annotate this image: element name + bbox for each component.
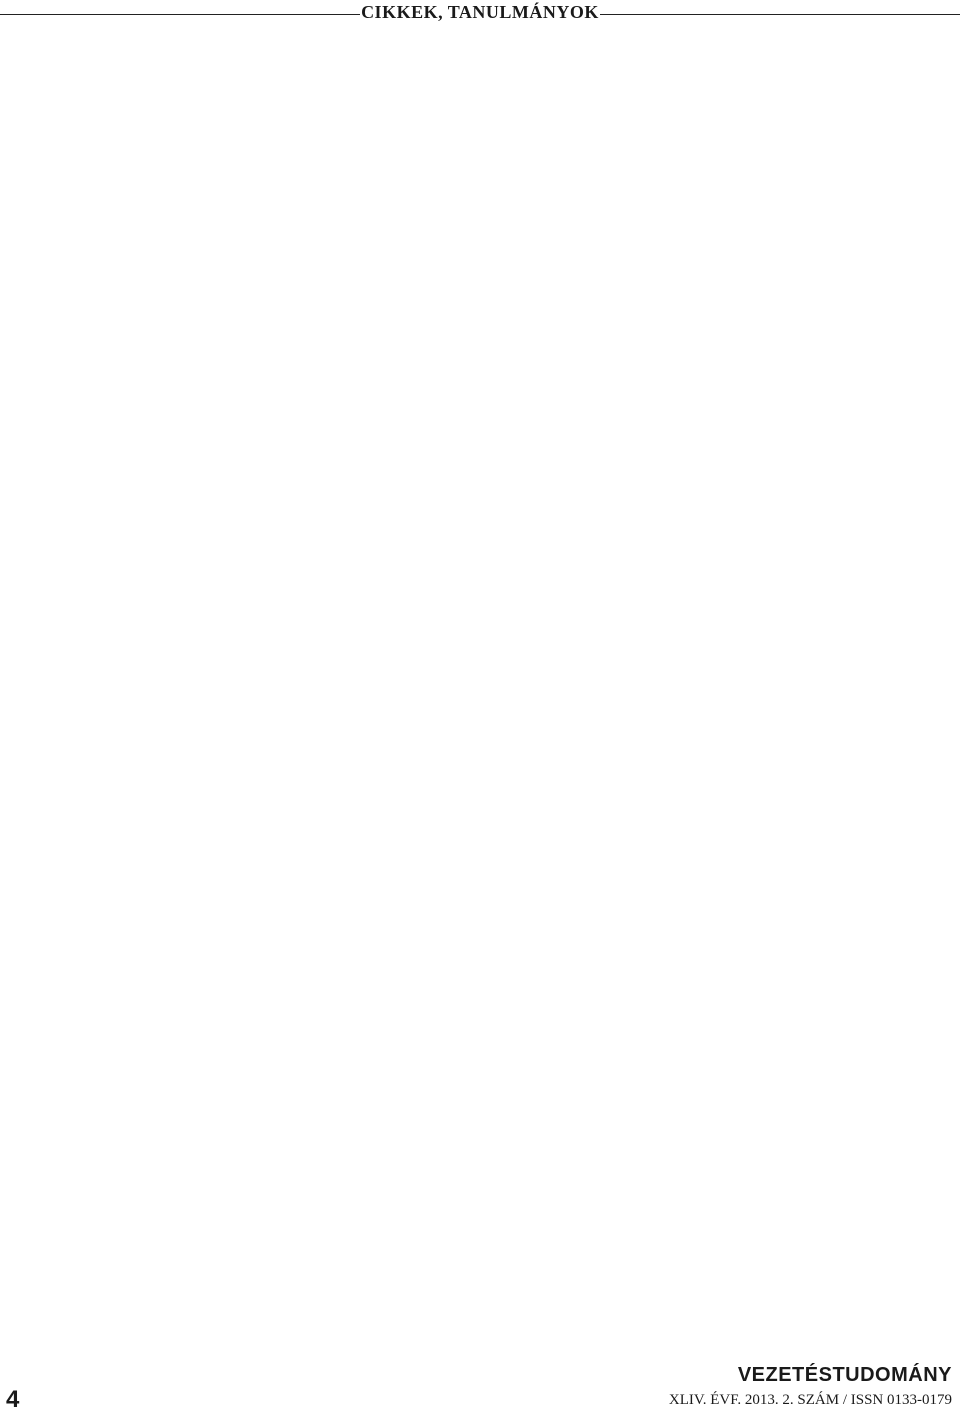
issue-line: XLIV. ÉVF. 2013. 2. SZÁM / ISSN 0133-0179 bbox=[668, 1392, 952, 1408]
page-footer bbox=[0, 1360, 960, 1422]
page-number: 4 bbox=[6, 1386, 20, 1413]
section-label: CIKKEK, TANULMÁNYOK bbox=[361, 2, 599, 22]
header-rule-right bbox=[600, 14, 960, 15]
journal-name: VEZETÉSTUDOMÁNY bbox=[737, 1364, 952, 1386]
article-columns bbox=[0, 52, 960, 1352]
left-column bbox=[8, 52, 466, 1352]
right-column bbox=[494, 52, 952, 1352]
running-header bbox=[0, 0, 960, 36]
header-rule-left bbox=[0, 14, 360, 15]
